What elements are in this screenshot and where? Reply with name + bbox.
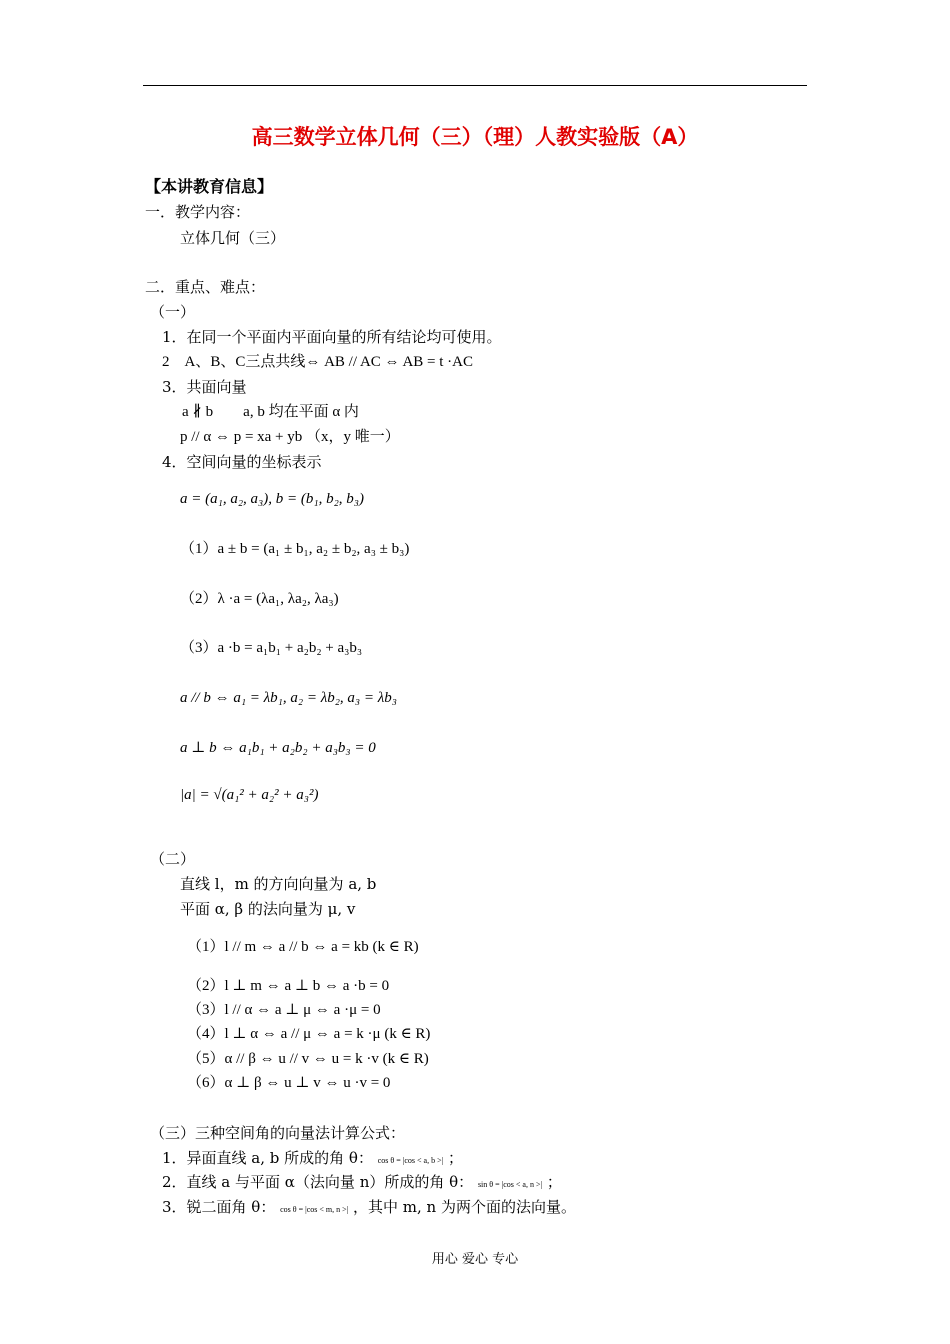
line-5: 1．在同一个平面内平面向量的所有结论均可使用。 — [162, 328, 502, 346]
line-1: 一．教学内容： — [145, 203, 251, 221]
line-26: （6）α ⊥ β ⇔ u ⊥ v ⇔ u ·v = 0 — [187, 1075, 391, 1091]
line-29-text: 2．直线 a 与平面 α（法向量 n）所成的角 θ： — [162, 1173, 474, 1191]
line-6: 2 A、B、C三点共线⇔ AB // AC ⇔ AB = t ·AC — [162, 354, 473, 370]
line-23: （3）l // α ⇔ a ⊥ μ ⇔ a ·μ = 0 — [187, 1002, 381, 1018]
line-8: a ∦ b a, b 均在平面 α 内 — [182, 404, 359, 420]
line-28-end: ； — [447, 1149, 463, 1167]
section-header: 【本讲教育信息】 — [145, 177, 274, 196]
line-7: 3．共面向量 — [162, 378, 247, 396]
line-29-end: ； — [546, 1173, 562, 1191]
page-footer: 用心 爱心 专心 — [431, 1252, 519, 1267]
header-rule — [143, 85, 807, 86]
line-28-text: 1．异面直线 a, b 所成的角 θ： — [162, 1149, 373, 1167]
line-30-formula: cos θ = |cos < m, n >| — [280, 1205, 349, 1214]
line-16: a ⊥ b ⇔ a₁b₁ + a₂b₂ + a₃b₃ = 0 — [180, 740, 376, 756]
line-13: （2）λ ·a = (λa₁, λa₂, λa₃) — [180, 591, 339, 607]
line-25: （5）α // β ⇔ u // v ⇔ u = k ·v (k ∈ R) — [187, 1051, 429, 1067]
line-4: （一） — [150, 303, 196, 321]
line-15: a // b ⇔ a₁ = λb₁, a₂ = λb₂, a₃ = λb₃ — [180, 690, 397, 706]
line-11: a = (a₁, a₂, a₃), b = (b₁, b₂, b₃) — [180, 491, 365, 507]
line-20: 平面 α, β 的法向量为 μ, v — [180, 900, 356, 918]
line-2: 立体几何（三） — [180, 229, 286, 247]
line-19: 直线 l，m 的方向向量为 a, b — [180, 875, 377, 893]
line-30 — [162, 1197, 576, 1220]
line-14: （3）a ·b = a₁b₁ + a₂b₂ + a₃b₃ — [180, 640, 363, 656]
line-28 — [162, 1148, 463, 1171]
line-29-formula: sin θ = |cos < a, n >| — [477, 1180, 543, 1189]
line-21: （1）l // m ⇔ a // b ⇔ a = kb (k ∈ R) — [187, 939, 419, 955]
line-12: （1）a ± b = (a₁ ± b₁, a₂ ± b₂, a₃ ± b₃) — [180, 541, 410, 557]
line-29 — [162, 1172, 562, 1195]
line-24: （4）l ⊥ α ⇔ a // μ ⇔ a = k ·μ (k ∈ R) — [187, 1026, 431, 1042]
line-22: （2）l ⊥ m ⇔ a ⊥ b ⇔ a ·b = 0 — [187, 978, 390, 994]
line-10: 4．空间向量的坐标表示 — [162, 453, 322, 471]
line-30-text: 3．锐二面角 θ： — [162, 1198, 276, 1216]
line-9: p // α ⇔ p = xa + yb （x，y 唯一） — [180, 429, 400, 445]
line-3: 二．重点、难点： — [145, 278, 266, 296]
line-30-end: ，其中 m, n 为两个面的法向量。 — [353, 1198, 576, 1216]
line-18: （二） — [150, 850, 196, 868]
page-title: 高三数学立体几何（三）（理）人教实验版（A） — [251, 125, 699, 149]
line-28-formula: cos θ = |cos < a, b >| — [377, 1156, 444, 1165]
line-17: |a| = √(a₁² + a₂² + a₃²) — [180, 787, 319, 803]
line-27: （三）三种空间角的向量法计算公式： — [150, 1124, 406, 1142]
